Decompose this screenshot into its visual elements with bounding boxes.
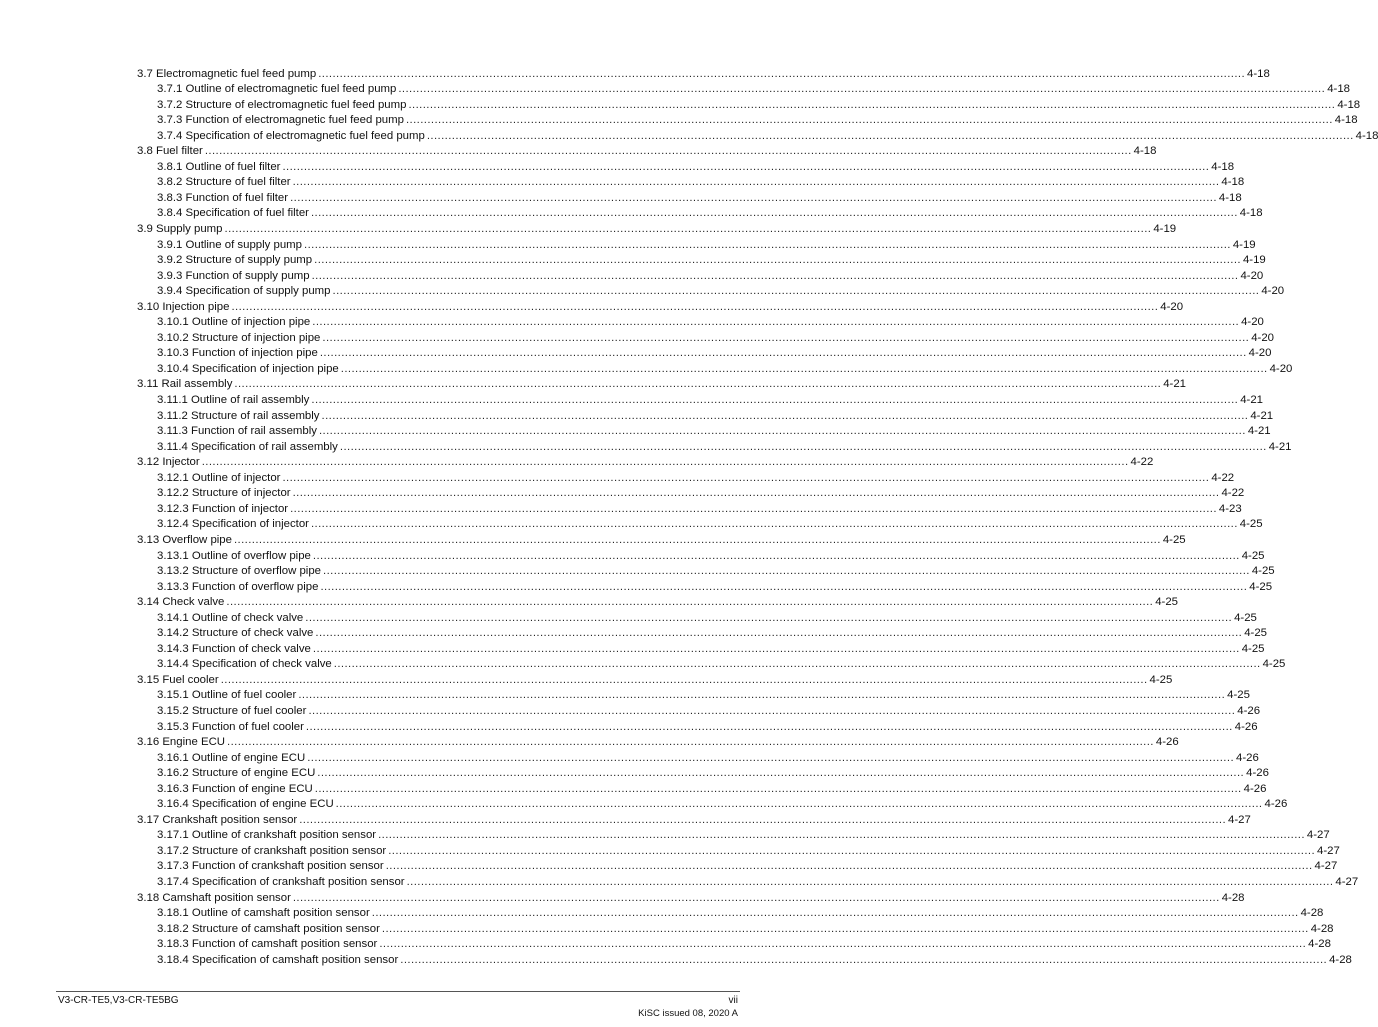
toc-entry bbox=[137, 531, 1186, 547]
toc-subsection-row bbox=[0, 485, 1245, 501]
toc-dot-leader: .................................................................................................................................................................................................................................................................... bbox=[319, 347, 1247, 360]
toc-page-number: 4-18 bbox=[1247, 67, 1270, 80]
toc-dot-leader: .................................................................................................................................................................................................................................................................... bbox=[311, 394, 1239, 407]
toc-subsection-row bbox=[0, 780, 1267, 796]
toc-page-number: 4-23 bbox=[1218, 502, 1242, 515]
toc-section-row bbox=[0, 734, 1179, 750]
toc-title: 3.17.2 Structure of crankshaft position sensor bbox=[157, 844, 387, 857]
toc-title: 3.17.1 Outline of crankshaft position sensor bbox=[157, 829, 377, 842]
toc-entry bbox=[157, 951, 1352, 967]
toc-dot-leader: .................................................................................................................................................................................................................................................................... bbox=[371, 907, 1299, 920]
toc-page-number: 4-18 bbox=[1211, 160, 1235, 173]
toc-title: 3.16.2 Structure of engine ECU bbox=[157, 767, 316, 780]
toc-page-number: 4-20 bbox=[1241, 316, 1264, 329]
toc-page-number: 4-26 bbox=[1246, 767, 1269, 780]
toc-title: 3.10.1 Outline of injection pipe bbox=[157, 316, 311, 329]
toc-dot-leader: .................................................................................................................................................................................................................................................................... bbox=[292, 891, 1220, 904]
toc-section-row bbox=[0, 811, 1251, 827]
toc-dot-leader: .................................................................................................................................................................................................................................................................... bbox=[304, 238, 1231, 251]
toc-entry bbox=[157, 329, 1275, 345]
toc-page-number: 4-25 bbox=[1241, 642, 1265, 655]
toc-dot-leader: .................................................................................................................................................................................................................................................................... bbox=[317, 767, 1245, 780]
toc-subsection-row bbox=[0, 858, 1338, 874]
toc-dot-leader: .................................................................................................................................................................................................................................................................... bbox=[310, 207, 1238, 220]
toc-dot-leader: .................................................................................................................................................................................................................................................................... bbox=[201, 456, 1129, 469]
toc-subsection-row bbox=[0, 283, 1285, 299]
toc-title: 3.15.1 Outline of fuel cooler bbox=[157, 689, 297, 702]
toc-page-number: 4-25 bbox=[1241, 549, 1265, 562]
toc-title: 3.12.2 Structure of injector bbox=[157, 487, 291, 500]
toc-dot-leader: .................................................................................................................................................................................................................................................................... bbox=[220, 673, 1148, 686]
toc-dot-leader: .................................................................................................................................................................................................................................................................... bbox=[314, 254, 1241, 267]
toc-entry bbox=[157, 267, 1264, 283]
toc-dot-leader: .................................................................................................................................................................................................................................................................... bbox=[231, 300, 1159, 313]
toc-dot-leader: .................................................................................................................................................................................................................................................................... bbox=[312, 642, 1240, 655]
toc-page-number: 4-22 bbox=[1130, 456, 1154, 469]
toc-section-row bbox=[0, 143, 1157, 159]
toc-title: 3.7 Electromagnetic fuel feed pump bbox=[137, 67, 317, 80]
toc-title: 3.11.1 Outline of rail assembly bbox=[157, 394, 310, 407]
toc-subsection-row bbox=[0, 796, 1288, 812]
toc-entry bbox=[157, 283, 1285, 299]
toc-title: 3.10.2 Structure of injection pipe bbox=[157, 331, 321, 344]
toc-entry bbox=[157, 780, 1267, 796]
toc-page-number: 4-18 bbox=[1239, 207, 1263, 220]
toc-entry bbox=[157, 391, 1264, 407]
toc-title: 3.7.1 Outline of electromagnetic fuel feed pump bbox=[157, 83, 397, 96]
toc-title: 3.9 Supply pump bbox=[137, 223, 223, 236]
toc-dot-leader: .................................................................................................................................................................................................................................................................... bbox=[312, 316, 1240, 329]
toc-dot-leader: .................................................................................................................................................................................................................................................................... bbox=[318, 67, 1246, 80]
toc-section-row bbox=[0, 889, 1245, 905]
toc-entry bbox=[137, 298, 1184, 314]
toc-subsection-row bbox=[0, 500, 1242, 516]
toc-dot-leader: .................................................................................................................................................................................................................................................................... bbox=[321, 409, 1249, 422]
toc-page-number: 4-20 bbox=[1269, 362, 1293, 375]
toc-page-number: 4-26 bbox=[1237, 704, 1261, 717]
toc-subsection-row bbox=[0, 842, 1340, 858]
toc-dot-leader: .................................................................................................................................................................................................................................................................... bbox=[378, 829, 1305, 842]
toc-dot-leader: .................................................................................................................................................................................................................................................................... bbox=[314, 782, 1242, 795]
toc-dot-leader: .................................................................................................................................................................................................................................................................... bbox=[312, 549, 1240, 562]
toc-title: 3.8.1 Outline of fuel filter bbox=[157, 160, 281, 173]
toc-entry bbox=[157, 189, 1242, 205]
toc-entry bbox=[157, 516, 1263, 532]
toc-page-number: 4-26 bbox=[1243, 782, 1267, 795]
toc-dot-leader: .................................................................................................................................................................................................................................................................... bbox=[320, 580, 1248, 593]
toc-dot-leader: .................................................................................................................................................................................................................................................................... bbox=[388, 844, 1316, 857]
toc-entry bbox=[137, 454, 1154, 470]
toc-page-number: 4-20 bbox=[1261, 285, 1285, 298]
toc-entry bbox=[157, 500, 1242, 516]
toc-page-number: 4-21 bbox=[1240, 394, 1264, 407]
toc-title: 3.16.1 Outline of engine ECU bbox=[157, 751, 306, 764]
toc-section-row bbox=[0, 65, 1270, 81]
toc-entry bbox=[157, 640, 1265, 656]
toc-title: 3.7.2 Structure of electromagnetic fuel feed pump bbox=[157, 98, 407, 111]
toc-title: 3.12.4 Specification of injector bbox=[157, 518, 309, 531]
toc-page-number: 4-27 bbox=[1228, 813, 1251, 826]
toc-entry bbox=[157, 407, 1274, 423]
toc-section-row bbox=[0, 298, 1184, 314]
toc-title: 3.14 Check valve bbox=[137, 596, 225, 609]
toc-title: 3.11.2 Structure of rail assembly bbox=[157, 409, 320, 422]
toc-page-number: 4-27 bbox=[1314, 860, 1338, 873]
toc-page-number: 4-20 bbox=[1160, 300, 1184, 313]
toc-title: 3.9.2 Structure of supply pump bbox=[157, 254, 313, 267]
toc-page-number: 4-20 bbox=[1240, 269, 1264, 282]
toc-entry bbox=[157, 423, 1271, 439]
toc-page-number: 4-27 bbox=[1306, 829, 1330, 842]
toc-dot-leader: .................................................................................................................................................................................................................................................................... bbox=[381, 922, 1309, 935]
toc-title: 3.10.4 Specification of injection pipe bbox=[157, 362, 339, 375]
toc-dot-leader: .................................................................................................................................................................................................................................................................... bbox=[340, 362, 1268, 375]
toc-dot-leader: .................................................................................................................................................................................................................................................................... bbox=[333, 658, 1261, 671]
footer-divider bbox=[56, 991, 740, 992]
toc-subsection-row bbox=[0, 127, 1378, 143]
toc-section-row bbox=[0, 531, 1186, 547]
toc-subsection-row bbox=[0, 578, 1273, 594]
toc-title: 3.16.3 Function of engine ECU bbox=[157, 782, 313, 795]
toc-page-number: 4-19 bbox=[1232, 238, 1256, 251]
toc-entry bbox=[137, 376, 1187, 392]
toc-title: 3.9.4 Specification of supply pump bbox=[157, 285, 331, 298]
toc-page-number: 4-19 bbox=[1153, 223, 1177, 236]
toc-entry bbox=[157, 749, 1259, 765]
toc-entry bbox=[137, 734, 1179, 750]
toc-title: 3.15.2 Structure of fuel cooler bbox=[157, 704, 307, 717]
toc-dot-leader: .................................................................................................................................................................................................................................................................... bbox=[379, 938, 1307, 951]
toc-dot-leader: .................................................................................................................................................................................................................................................................... bbox=[305, 720, 1233, 733]
toc-page-number: 4-25 bbox=[1262, 658, 1286, 671]
toc-dot-leader: .................................................................................................................................................................................................................................................................... bbox=[408, 98, 1336, 111]
toc-page-number: 4-22 bbox=[1211, 471, 1235, 484]
toc-dot-leader: .................................................................................................................................................................................................................................................................... bbox=[233, 533, 1161, 546]
toc-title: 3.12.1 Outline of injector bbox=[157, 471, 281, 484]
toc-page-number: 4-18 bbox=[1327, 83, 1350, 96]
toc-section-row bbox=[0, 594, 1179, 610]
toc-subsection-row bbox=[0, 360, 1293, 376]
toc-subsection-row bbox=[0, 516, 1263, 532]
toc-page-number: 4-20 bbox=[1248, 347, 1272, 360]
toc-title: 3.14.3 Function of check valve bbox=[157, 642, 311, 655]
toc-entry bbox=[157, 314, 1264, 330]
toc-title: 3.18.4 Specification of camshaft position sensor bbox=[157, 953, 399, 966]
toc-entry bbox=[157, 842, 1340, 858]
toc-page-number: 4-22 bbox=[1221, 487, 1245, 500]
toc-title: 3.14.4 Specification of check valve bbox=[157, 658, 332, 671]
toc-dot-leader: .................................................................................................................................................................................................................................................................... bbox=[305, 611, 1233, 624]
toc-dot-leader: .................................................................................................................................................................................................................................................................... bbox=[307, 751, 1235, 764]
toc-title: 3.11.3 Function of rail assembly bbox=[157, 425, 317, 438]
toc-entry bbox=[157, 858, 1338, 874]
toc-subsection-row bbox=[0, 749, 1259, 765]
toc-dot-leader: .................................................................................................................................................................................................................................................................... bbox=[224, 223, 1152, 236]
toc-dot-leader: .................................................................................................................................................................................................................................................................... bbox=[385, 860, 1313, 873]
toc-dot-leader: .................................................................................................................................................................................................................................................................... bbox=[282, 471, 1210, 484]
toc-entry bbox=[157, 205, 1263, 221]
toc-section-row bbox=[0, 220, 1177, 236]
toc-title: 3.18 Camshaft position sensor bbox=[137, 891, 291, 904]
toc-entry bbox=[157, 112, 1358, 128]
toc-dot-leader: .................................................................................................................................................................................................................................................................... bbox=[310, 518, 1238, 531]
toc-entry bbox=[137, 220, 1177, 236]
toc-title: 3.9.3 Function of supply pump bbox=[157, 269, 310, 282]
toc-subsection-row bbox=[0, 687, 1250, 703]
toc-title: 3.16 Engine ECU bbox=[137, 736, 226, 749]
toc-page-number: 4-25 bbox=[1244, 627, 1268, 640]
toc-subsection-row bbox=[0, 873, 1359, 889]
toc-entry bbox=[157, 609, 1257, 625]
toc-entry bbox=[157, 920, 1334, 936]
toc-subsection-row bbox=[0, 267, 1264, 283]
toc-entry bbox=[157, 127, 1378, 143]
toc-dot-leader: .................................................................................................................................................................................................................................................................... bbox=[299, 813, 1227, 826]
toc-dot-leader: .................................................................................................................................................................................................................................................................... bbox=[322, 331, 1250, 344]
toc-page-number: 4-25 bbox=[1249, 580, 1273, 593]
toc-dot-leader: .................................................................................................................................................................................................................................................................... bbox=[318, 425, 1246, 438]
toc-title: 3.9.1 Outline of supply pump bbox=[157, 238, 303, 251]
toc-subsection-row bbox=[0, 438, 1292, 454]
toc-subsection-row bbox=[0, 656, 1286, 672]
toc-title: 3.8.3 Function of fuel filter bbox=[157, 191, 289, 204]
toc-title: 3.15 Fuel cooler bbox=[137, 673, 219, 686]
toc-entry bbox=[157, 702, 1261, 718]
toc-dot-leader: .................................................................................................................................................................................................................................................................... bbox=[400, 953, 1328, 966]
toc-subsection-row bbox=[0, 391, 1264, 407]
toc-title: 3.7.3 Function of electromagnetic fuel feed pump bbox=[157, 114, 404, 127]
toc-page-number: 4-20 bbox=[1251, 331, 1275, 344]
toc-entry bbox=[137, 671, 1173, 687]
toc-subsection-row bbox=[0, 112, 1358, 128]
toc-entry bbox=[137, 889, 1245, 905]
toc-entry bbox=[157, 485, 1245, 501]
toc-title: 3.13.2 Structure of overflow pipe bbox=[157, 565, 321, 578]
toc-page-number: 4-25 bbox=[1155, 596, 1179, 609]
toc-title: 3.8 Fuel filter bbox=[137, 145, 203, 158]
toc-subsection-row bbox=[0, 96, 1361, 112]
toc-subsection-row bbox=[0, 329, 1275, 345]
toc-title: 3.14.2 Structure of check valve bbox=[157, 627, 314, 640]
toc-page-number: 4-18 bbox=[1133, 145, 1157, 158]
toc-entry bbox=[157, 469, 1235, 485]
toc-subsection-row bbox=[0, 609, 1257, 625]
toc-subsection-row bbox=[0, 920, 1334, 936]
toc-subsection-row bbox=[0, 936, 1331, 952]
toc-page-number: 4-18 bbox=[1218, 191, 1242, 204]
toc-page-number: 4-21 bbox=[1268, 440, 1292, 453]
toc-entry bbox=[157, 905, 1324, 921]
toc-subsection-row bbox=[0, 547, 1265, 563]
toc-page-number: 4-28 bbox=[1310, 922, 1334, 935]
toc-page-number: 4-18 bbox=[1221, 176, 1245, 189]
toc-page-number: 4-27 bbox=[1317, 844, 1340, 857]
toc-entry bbox=[157, 827, 1330, 843]
toc-entry bbox=[157, 438, 1292, 454]
toc-dot-leader: .................................................................................................................................................................................................................................................................... bbox=[315, 627, 1243, 640]
table-of-contents bbox=[0, 65, 1378, 967]
toc-title: 3.14.1 Outline of check valve bbox=[157, 611, 304, 624]
toc-entry bbox=[157, 158, 1235, 174]
toc-page-number: 4-28 bbox=[1300, 907, 1324, 920]
toc-page-number: 4-25 bbox=[1234, 611, 1257, 624]
toc-page-number: 4-26 bbox=[1264, 798, 1288, 811]
toc-section-row bbox=[0, 376, 1187, 392]
toc-title: 3.16.4 Specification of engine ECU bbox=[157, 798, 334, 811]
toc-entry bbox=[157, 236, 1256, 252]
toc-dot-leader: .................................................................................................................................................................................................................................................................... bbox=[290, 191, 1217, 204]
toc-subsection-row bbox=[0, 81, 1350, 97]
toc-entry bbox=[157, 252, 1266, 268]
toc-page-number: 4-21 bbox=[1163, 378, 1187, 391]
toc-subsection-row bbox=[0, 563, 1275, 579]
toc-page-number: 4-18 bbox=[1337, 98, 1361, 111]
toc-title: 3.12.3 Function of injector bbox=[157, 502, 289, 515]
toc-page-number: 4-26 bbox=[1236, 751, 1259, 764]
toc-subsection-row bbox=[0, 469, 1235, 485]
toc-dot-leader: .................................................................................................................................................................................................................................................................... bbox=[406, 875, 1334, 888]
toc-entry bbox=[157, 656, 1286, 672]
toc-subsection-row bbox=[0, 407, 1274, 423]
toc-page-number: 4-19 bbox=[1242, 254, 1266, 267]
toc-entry bbox=[157, 547, 1265, 563]
toc-dot-leader: .................................................................................................................................................................................................................................................................... bbox=[227, 736, 1154, 749]
toc-section-row bbox=[0, 671, 1173, 687]
toc-title: 3.13.3 Function of overflow pipe bbox=[157, 580, 319, 593]
toc-page-number: 4-25 bbox=[1149, 673, 1173, 686]
toc-dot-leader: .................................................................................................................................................................................................................................................................... bbox=[323, 565, 1250, 578]
toc-entry bbox=[157, 360, 1293, 376]
toc-section-row bbox=[0, 454, 1154, 470]
toc-subsection-row bbox=[0, 702, 1261, 718]
toc-subsection-row bbox=[0, 345, 1272, 361]
toc-dot-leader: .................................................................................................................................................................................................................................................................... bbox=[311, 269, 1239, 282]
toc-entry bbox=[137, 143, 1157, 159]
toc-title: 3.17.4 Specification of crankshaft position sensor bbox=[157, 875, 405, 888]
toc-page-number: 4-21 bbox=[1247, 425, 1271, 438]
toc-title: 3.7.4 Specification of electromagnetic fuel feed pump bbox=[157, 129, 425, 142]
toc-subsection-row bbox=[0, 951, 1352, 967]
toc-title: 3.8.2 Structure of fuel filter bbox=[157, 176, 291, 189]
toc-entry bbox=[157, 873, 1359, 889]
toc-title: 3.13 Overflow pipe bbox=[137, 533, 232, 546]
toc-subsection-row bbox=[0, 236, 1256, 252]
toc-dot-leader: .................................................................................................................................................................................................................................................................... bbox=[298, 689, 1226, 702]
toc-entry bbox=[137, 594, 1179, 610]
toc-page-number: 4-27 bbox=[1335, 875, 1359, 888]
toc-entry bbox=[137, 811, 1251, 827]
footer-page-number: vii bbox=[728, 995, 738, 1006]
toc-title: 3.13.1 Outline of overflow pipe bbox=[157, 549, 311, 562]
toc-subsection-row bbox=[0, 765, 1269, 781]
toc-dot-leader: .................................................................................................................................................................................................................................................................... bbox=[290, 502, 1217, 515]
toc-title: 3.18.1 Outline of camshaft position sensor bbox=[157, 907, 370, 920]
toc-entry bbox=[157, 345, 1272, 361]
toc-subsection-row bbox=[0, 314, 1264, 330]
toc-dot-leader: .................................................................................................................................................................................................................................................................... bbox=[292, 487, 1220, 500]
toc-page-number: 4-25 bbox=[1251, 565, 1275, 578]
toc-title: 3.11 Rail assembly bbox=[137, 378, 233, 391]
toc-entry bbox=[157, 718, 1258, 734]
toc-dot-leader: .................................................................................................................................................................................................................................................................... bbox=[204, 145, 1132, 158]
toc-title: 3.8.4 Specification of fuel filter bbox=[157, 207, 309, 220]
toc-subsection-row bbox=[0, 905, 1324, 921]
toc-subsection-row bbox=[0, 718, 1258, 734]
toc-dot-leader: .................................................................................................................................................................................................................................................................... bbox=[339, 440, 1267, 453]
toc-dot-leader: .................................................................................................................................................................................................................................................................... bbox=[426, 129, 1354, 142]
toc-title: 3.17 Crankshaft position sensor bbox=[137, 813, 298, 826]
toc-title: 3.18.3 Function of camshaft position sensor bbox=[157, 938, 378, 951]
toc-dot-leader: .................................................................................................................................................................................................................................................................... bbox=[405, 114, 1333, 127]
toc-title: 3.10.3 Function of injection pipe bbox=[157, 347, 318, 360]
toc-title: 3.18.2 Structure of camshaft position sensor bbox=[157, 922, 380, 935]
toc-subsection-row bbox=[0, 423, 1271, 439]
toc-title: 3.17.3 Function of crankshaft position sensor bbox=[157, 860, 384, 873]
toc-page-number: 4-26 bbox=[1234, 720, 1258, 733]
toc-page-number: 4-18 bbox=[1334, 114, 1358, 127]
toc-subsection-row bbox=[0, 189, 1242, 205]
toc-title: 3.12 Injector bbox=[137, 456, 200, 469]
toc-page-number: 4-25 bbox=[1227, 689, 1250, 702]
toc-dot-leader: .................................................................................................................................................................................................................................................................... bbox=[292, 176, 1220, 189]
toc-entry bbox=[157, 796, 1288, 812]
footer-issue-info: KiSC issued 08, 2020 A bbox=[638, 1008, 738, 1019]
toc-entry bbox=[157, 96, 1361, 112]
toc-subsection-row bbox=[0, 174, 1245, 190]
toc-entry bbox=[157, 625, 1268, 641]
toc-entry bbox=[157, 765, 1269, 781]
toc-subsection-row bbox=[0, 625, 1268, 641]
toc-entry bbox=[157, 81, 1350, 97]
toc-page-number: 4-21 bbox=[1250, 409, 1274, 422]
toc-page-number: 4-18 bbox=[1355, 129, 1378, 142]
toc-page-number: 4-25 bbox=[1162, 533, 1186, 546]
toc-subsection-row bbox=[0, 158, 1235, 174]
toc-entry bbox=[157, 578, 1273, 594]
toc-title: 3.11.4 Specification of rail assembly bbox=[157, 440, 338, 453]
toc-entry bbox=[157, 936, 1331, 952]
toc-page-number: 4-28 bbox=[1329, 953, 1352, 966]
toc-subsection-row bbox=[0, 205, 1263, 221]
toc-entry bbox=[137, 65, 1270, 81]
toc-dot-leader: .................................................................................................................................................................................................................................................................... bbox=[226, 596, 1154, 609]
toc-entry bbox=[157, 687, 1250, 703]
toc-subsection-row bbox=[0, 252, 1266, 268]
toc-dot-leader: .................................................................................................................................................................................................................................................................... bbox=[398, 83, 1326, 96]
toc-dot-leader: .................................................................................................................................................................................................................................................................... bbox=[308, 704, 1236, 717]
toc-subsection-row bbox=[0, 640, 1265, 656]
toc-page-number: 4-28 bbox=[1221, 891, 1245, 904]
toc-subsection-row bbox=[0, 827, 1330, 843]
footer-model: V3-CR-TE5,V3-CR-TE5BG bbox=[58, 995, 179, 1006]
toc-entry bbox=[157, 174, 1245, 190]
toc-entry bbox=[157, 563, 1275, 579]
toc-page-number: 4-28 bbox=[1308, 938, 1331, 951]
toc-title: 3.10 Injection pipe bbox=[137, 300, 230, 313]
toc-dot-leader: .................................................................................................................................................................................................................................................................... bbox=[282, 160, 1210, 173]
toc-page-number: 4-25 bbox=[1239, 518, 1263, 531]
toc-dot-leader: .................................................................................................................................................................................................................................................................... bbox=[332, 285, 1260, 298]
toc-page-number: 4-26 bbox=[1155, 736, 1179, 749]
toc-title: 3.15.3 Function of fuel cooler bbox=[157, 720, 304, 733]
toc-dot-leader: .................................................................................................................................................................................................................................................................... bbox=[335, 798, 1263, 811]
toc-dot-leader: .................................................................................................................................................................................................................................................................... bbox=[234, 378, 1162, 391]
